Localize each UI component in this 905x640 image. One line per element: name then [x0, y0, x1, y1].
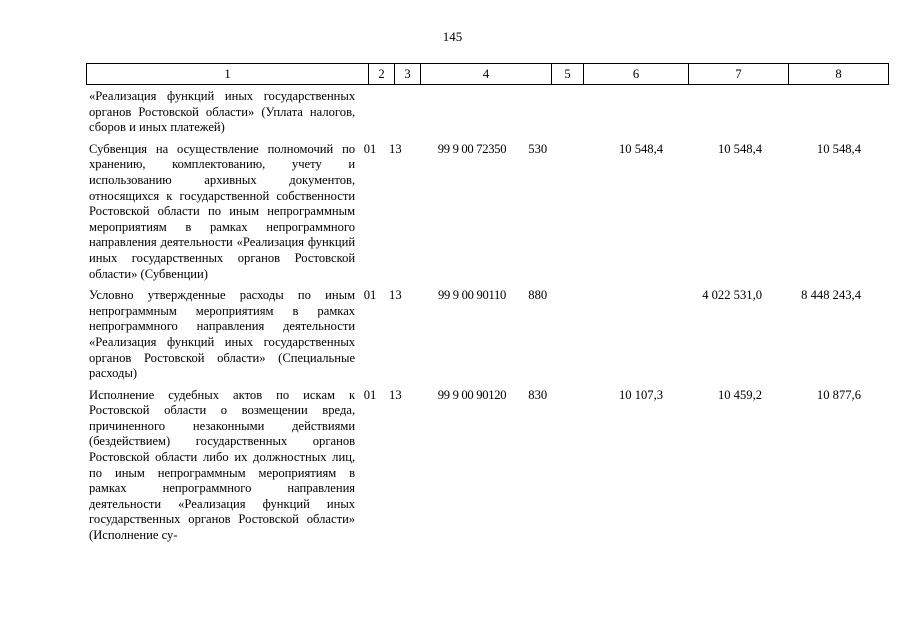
row-amount-8: 10 548,4: [816, 141, 861, 156]
row-amount-8: 10 877,6: [816, 387, 861, 402]
header-col-3: 3: [395, 64, 421, 85]
table-header: [86, 63, 889, 85]
row-description: Условно утвержденные расходы по иным непрограммным мероприятиям в рамках непрограммного направления деятельности «Реализация функций иных государственных органов Ростовской области» (Специальные расходы): [89, 288, 356, 381]
row-description: «Реализация функций иных государственных органов Ростовской области» (Уплата налогов, сборов и иных платежей): [89, 89, 356, 135]
header-col-6: 6: [584, 64, 689, 85]
header-col-1: 1: [87, 64, 369, 85]
row-amount-7: 10 548,4: [717, 141, 763, 156]
page-number: 145: [442, 29, 463, 44]
row-expense-type: 830: [528, 387, 548, 402]
header-col-7: 7: [689, 64, 789, 85]
header-col-5: 5: [552, 64, 584, 85]
table-row: [86, 288, 866, 382]
row-description: Исполнение судебных актов по искам к Ростовской области о возмещении вреда, причиненного незаконными действиями (бездействием) государственных органов Ростовской области либо их должностных лиц, по иным непрограммным мероприятиям в рамках непрограммного направления деятельности «Реализация функций иных государственных органов Ростовской области» (Исполнение су-: [89, 387, 356, 543]
row-section: 01: [363, 387, 377, 402]
header-col-2: 2: [369, 64, 395, 85]
row-subsection: 13: [389, 387, 402, 402]
row-target-code: 99 9 00 72350: [437, 141, 507, 156]
row-section: 01: [363, 141, 377, 156]
row-expense-type: 530: [528, 141, 548, 156]
table-row: [86, 388, 866, 544]
row-amount-8: 8 448 243,4: [801, 288, 861, 303]
table-row: [86, 142, 866, 282]
header-col-8: 8: [789, 64, 889, 85]
row-subsection: 13: [389, 288, 402, 303]
row-target-code: 99 9 00 90120: [437, 387, 507, 402]
header-col-4: 4: [421, 64, 552, 85]
row-expense-type: 880: [528, 288, 548, 303]
row-amount-6: 10 548,4: [618, 141, 664, 156]
row-amount-7: 4 022 531,0: [702, 288, 763, 303]
row-section: 01: [363, 288, 377, 303]
row-amount-6: 10 107,3: [618, 387, 664, 402]
row-amount-7: 10 459,2: [717, 387, 763, 402]
row-description: Субвенция на осуществление полномочий по хранению, комплектованию, учету и использованию архивных документов, относящихся к государственной собственности Ростовской области по иным непрограммным мероприятиям в рамках непрограммного направления деятельности «Реализация функций иных государственных органов Ростовской области» (Субвенции): [89, 141, 356, 281]
table-row: [86, 89, 866, 136]
row-target-code: 99 9 00 90110: [437, 288, 507, 303]
table-body: [86, 89, 866, 550]
row-subsection: 13: [389, 141, 402, 156]
